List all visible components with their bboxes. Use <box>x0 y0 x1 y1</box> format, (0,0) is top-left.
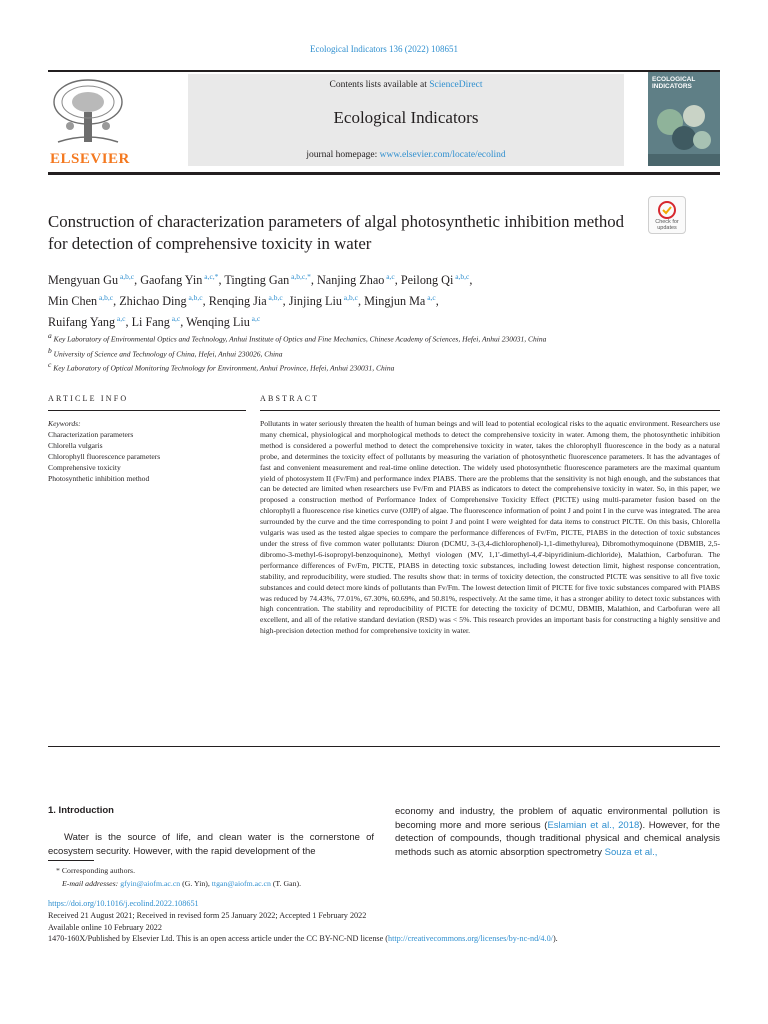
email-line <box>48 878 720 891</box>
citation-link-souza[interactable]: Souza et al., <box>604 846 658 858</box>
keyword-item: Comprehensive toxicity <box>48 462 121 472</box>
email-link-gan[interactable]: ttgan@aiofm.ac.cn <box>211 878 271 888</box>
author-affiliation-marker[interactable]: a,b,c <box>341 293 358 303</box>
masthead-band <box>188 74 624 166</box>
intro-text-1: economy and industry, the problem of aquatic environmental pollution is becoming more and more serious ( <box>395 806 720 831</box>
publication-info <box>48 898 728 945</box>
affiliation-key: b <box>48 345 54 355</box>
affiliation-line <box>48 345 720 360</box>
license-suffix: ). <box>552 934 558 944</box>
license-link[interactable]: http://creativecommons.org/licenses/by-nc-nd/4.0/ <box>388 934 553 944</box>
homepage-line <box>188 150 624 160</box>
journal-masthead <box>48 70 720 168</box>
journal-name[interactable]: Ecological Indicators <box>333 108 479 127</box>
affiliation-key: a <box>48 331 54 340</box>
available-online: Available online 10 February 2022 <box>48 922 162 932</box>
abstract-text: Pollutants in water seriously threaten the health of human beings and will lead to potential ecological risks to the aquatic environment. Researchers use many chemical, physiological and morphological methods to detect the comprehensive toxicity in water. Among them, the photosynthetic inhibition method is considered a powerful method to detect the comprehensive toxicity in water, takes the chlorophyll fluorescence in the body as a natural probe, and determines the toxicity effect of pollutants by measuring the variation of photosynthetic fluorescence parameters. It has the advantages of fast and convenient measurement and real-time online detection. The widely used photosynthetic fluorescence parameters are the maximal quantum yield of photosystem II (Fv/Fm) and performance index PIABS. There are the problems that the sensitivity is not high enough, and the substances that can be detected are limited when researchers use Fv/Fm and PIABS as indicators to detect the comprehensive toxicity in water. So, in this paper, we proposed a construction method of Performance Index of Comprehensive Toxicity Effect (PICTE) using multi-parameter fusion based on the chlorophyll a fluorescence rise kinetics curve (OJIP) of algae. The fluorescence information of point J and point I in the curve was integrated. The area surrounded by the curve and the time corresponding to point J and point I were weighted for data items to construct PICTE. On this basis, Chlorella vulgaris was used as the tested algae species to compare the performance differences of Fv/Fm, PICTE, PIABS in the detection of toxic substances under the stress of five common water pollutants: Diuron (DCMU, 3-(3,4-dichlorophenol)-1,1-dimethylurea), Dibromothymoquinone (DBMIB, 2,5-dibromo-3-methyl-6-isopropyl-benzoquinone), Methyl viologen (MV, 1,1'-dimethyl-4,4'-bipyridinium-dichloride), Malathion, Carbofuran. The performance differences of Fv/Fm, PICTE, PIABS in detecting toxic substances, including lowest detection limit, highest response concentration, stability, and reproducibility, were studied. The results show that: in terms of toxicity detection, the constructed PICTE was sensitive to all five toxic substances and could detect more kinds of pollutants than Fv/Fm. The lowest detection limit of PICTE for five toxic substances compared with PIABS was reduced by 74.43%, 77.01%, 67.30%, 60.69%, and 50.81%, respectively. At the same time, it has a stronger ability to detect toxic substances with high concentration. The stability and reproducibility of PICTE for detecting the toxicity of DCMU, DBMIB, Malathion, and Carbofuran were all excellent, and all of the relative standard deviation (RSD) was < 5%. This research provides an important basis for constructing a highly sensitive and high-precision detection method for comprehensive toxicity in water. <box>260 419 720 636</box>
affiliation-text: Key Laboratory of Environmental Optics and Technology, Anhui Institute of Optics and Fine Mechanics, Chinese Academy of Sciences, Hefei, Anhui 230031, China <box>53 334 547 344</box>
sciencedirect-link[interactable]: ScienceDirect <box>429 80 483 90</box>
author-name[interactable]: Renqing Jia <box>208 294 267 309</box>
email-name-yin: (G. Yin), <box>180 878 212 888</box>
article-title: Construction of characterization parameters of algal photosynthetic inhibition method for detection of comprehensive toxicity in water <box>48 212 624 253</box>
author-name[interactable]: Mengyuan Gu <box>48 273 119 288</box>
keyword-list <box>48 430 248 485</box>
author-affiliation-marker[interactable]: a,b,c <box>97 293 114 303</box>
author-name[interactable]: Ruifang Yang <box>48 315 116 330</box>
author-affiliation-marker[interactable]: a,c,* <box>202 272 219 281</box>
author-name[interactable]: Gaofang Yin <box>140 273 203 288</box>
footnote-rule <box>48 860 94 861</box>
cover-title: ECOLOGICAL INDICATORS <box>652 76 696 90</box>
introduction-left-column: Water is the source of life, and clean water is the cornerstone of ecosystem security. However, with the rapid development of the <box>48 832 374 857</box>
author-affiliation-marker[interactable]: a,b,c <box>186 293 203 303</box>
author-name[interactable]: Jinjing Liu <box>288 294 342 309</box>
author-affiliation-marker[interactable]: a,b,c <box>453 272 470 281</box>
keyword-item: Chlorophyll fluorescence parameters <box>48 451 161 461</box>
author-name[interactable]: Zhichao Ding <box>119 294 187 309</box>
contents-prefix: Contents lists available at <box>329 80 430 90</box>
elsevier-tree-icon <box>48 76 130 150</box>
email-link-yin[interactable]: gfyin@aiofm.ac.cn <box>120 878 181 888</box>
author-name[interactable]: Mingjun Ma <box>364 294 426 309</box>
author-affiliation-marker[interactable]: a,b,c <box>266 293 283 303</box>
keywords-block <box>48 419 248 484</box>
intro-text-2: ). However, for the detection of compounds, though traditional physical and chemical analysis methods such as atomic absorption spectrometry <box>395 819 720 858</box>
author-name[interactable]: Peilong Qi <box>400 273 454 288</box>
author-affiliation-marker[interactable]: a,c <box>169 314 181 324</box>
body-separator-rule <box>48 746 720 747</box>
affiliation-key: c <box>48 360 54 369</box>
contents-line <box>188 80 624 90</box>
homepage-prefix: journal homepage: <box>306 150 380 160</box>
author-list: Mengyuan Gu $^{a,b,c}$, Gaofang Yin $^{a,c,*}$, Tingting Gan $^{a,b,c,*}$, Nanjing Zhao $^{a,c}$, Peilong Qi $^{a,b,c}$, Min Chen $^{a,b,c}$, Zhichao Ding $^{a,b,c}$, Renqing Jia $^{a,b,c}$, Jinjing Liu $^{a,b,c}$, Mingjun Ma $^{a,c}$, Ruifang Yang $^{a,c}$, Li Fang $^{a,c}$, Wenqing Liu $^{a,c}$ <box>48 272 473 330</box>
abstract-rule <box>260 410 720 411</box>
author-name[interactable]: Tingting Gan <box>224 273 290 288</box>
author-name[interactable]: Min Chen <box>48 294 98 309</box>
email-name-gan: (T. Gan). <box>270 878 302 888</box>
check-for-updates-badge[interactable] <box>648 196 686 234</box>
author-affiliation-marker[interactable]: a,b,c,* <box>289 272 311 281</box>
check-updates-label: Check for updates <box>655 219 679 231</box>
article-info-rule <box>48 410 246 411</box>
introduction-heading: 1. Introduction <box>48 805 114 816</box>
author-name[interactable]: Nanjing Zhao <box>316 273 385 288</box>
publisher-logo-text: ELSEVIER <box>50 151 130 167</box>
author-affiliation-marker[interactable]: a,c <box>425 293 436 303</box>
citation-link-eslamian[interactable]: Eslamian et al., 2018 <box>547 819 640 831</box>
author-affiliation-marker[interactable]: a,c <box>249 314 261 324</box>
affiliations <box>48 330 720 374</box>
introduction-right-column <box>395 805 720 859</box>
check-updates-icon <box>657 200 677 220</box>
author-affiliation-marker[interactable]: a,c <box>115 314 126 324</box>
email-label: E-mail addresses: <box>62 878 119 888</box>
license-prefix: 1470-160X/Published by Elsevier Ltd. This is an open access article under the CC BY-NC-ND license ( <box>48 934 389 944</box>
author-affiliation-marker[interactable]: a,c <box>384 272 395 281</box>
received-dates: Received 21 August 2021; Received in revised form 25 January 2022; Accepted 1 February 2022 <box>48 910 367 920</box>
author-name[interactable]: Li Fang <box>131 315 170 330</box>
footnotes <box>48 865 720 890</box>
keyword-item: Photosynthetic inhibition method <box>48 473 150 483</box>
author-affiliation-marker[interactable]: a,b,c <box>118 272 135 281</box>
article-info-heading: ARTICLE INFO <box>48 394 129 403</box>
keyword-item: Characterization parameters <box>48 429 134 439</box>
affiliation-text: University of Science and Technology of China, Hefei, Anhui 230026, China <box>53 349 283 358</box>
author-name[interactable]: Wenqing Liu <box>186 315 250 330</box>
affiliation-line <box>48 330 720 345</box>
journal-cover-thumbnail[interactable] <box>648 72 720 166</box>
masthead-bottom-rule <box>48 172 720 175</box>
abstract-heading: ABSTRACT <box>260 394 320 403</box>
running-head[interactable]: Ecological Indicators 136 (2022) 108651 <box>310 44 458 54</box>
corresponding-authors-note: * Corresponding authors. <box>56 866 136 875</box>
keyword-item: Chlorella vulgaris <box>48 440 103 450</box>
homepage-link[interactable]: www.elsevier.com/locate/ecolind <box>379 150 506 160</box>
keywords-label: Keywords: <box>48 419 81 428</box>
affiliation-line <box>48 359 720 374</box>
license-line <box>48 933 728 945</box>
cover-photo-icon <box>648 72 720 166</box>
affiliation-text: Key Laboratory of Optical Monitoring Technology for Environment, Anhui Province, Hefei, Anhui 230031, China <box>53 363 395 373</box>
doi-link[interactable]: https://doi.org/10.1016/j.ecolind.2022.108651 <box>48 899 199 908</box>
elsevier-logo <box>48 76 130 168</box>
